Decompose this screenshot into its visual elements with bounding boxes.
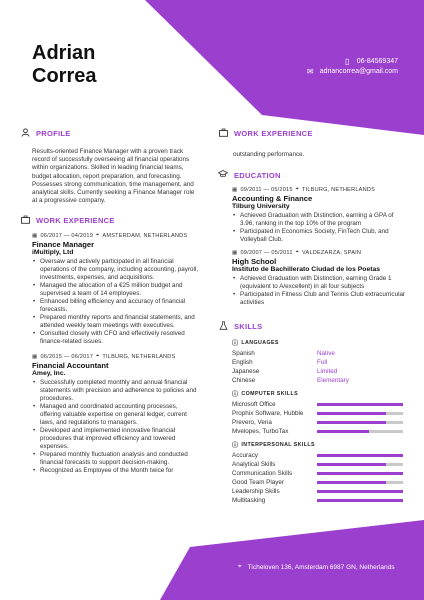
skill-level-fill	[317, 463, 386, 466]
language-level: Limited	[317, 368, 338, 375]
profile-text: Results-oriented Finance Manager with a proven track record of successfully overseeing all financial operations within organizations. Skilled in leading financial teams, budget allocation, report preparation, and forecasting. Possesses strong communication, time management, and analytical skills. Currently seeking a Finance Manager role at a progressive company.	[32, 148, 195, 205]
language-level: Elementary	[317, 377, 349, 384]
skill-level-bar	[317, 499, 403, 502]
languages-title: LANGUAGES	[241, 339, 279, 346]
job-dates: 06/2017 — 04/2019	[40, 232, 94, 239]
footer-background-shape	[0, 520, 424, 600]
calendar-icon: ▦	[32, 232, 38, 239]
list-item: • Prepared monthly reports and financial statements, and attended weekly team meetings with executives.	[32, 314, 200, 330]
skill-level-fill	[317, 481, 386, 484]
skill-name: Communication Skills	[232, 470, 293, 477]
skill-level-bar	[317, 490, 403, 493]
calendar-icon: ▦	[232, 249, 238, 256]
skill-level-bar	[317, 472, 403, 475]
job-bullets	[32, 379, 200, 475]
education-title: EDUCATION	[234, 170, 281, 180]
skill-row	[232, 487, 408, 496]
job-title: Financial Accountant	[32, 361, 109, 371]
language-row	[232, 349, 408, 358]
skill-level-fill	[317, 472, 403, 475]
skill-name: Accuracy	[232, 452, 258, 459]
skill-name: Analytical Skills	[232, 461, 276, 468]
email-text[interactable]: adriancorrea@gmail.com	[319, 68, 398, 75]
skill-row	[232, 460, 408, 469]
job-dates: 06/2015 — 06/2017	[40, 353, 94, 360]
location-pin-icon: ⌖	[96, 353, 100, 360]
education-title-text: High School	[232, 257, 277, 266]
skill-name: Leadership Skills	[232, 488, 280, 495]
skill-name: Prevero, Vena	[232, 419, 272, 426]
skill-level-fill	[317, 412, 386, 415]
location-pin-icon: ⌖	[295, 186, 299, 192]
skill-row	[232, 400, 408, 409]
calendar-icon: ▦	[232, 186, 238, 193]
info-icon: ⓘ	[232, 392, 239, 398]
list-item: • Prepared monthly fluctuation analysis and conducted financial forecasts to support decision-making.	[32, 451, 200, 467]
skill-level-fill	[317, 490, 403, 493]
work-title: WORK EXPERIENCE	[36, 216, 115, 226]
skill-level-bar	[317, 454, 403, 457]
list-item: • Achieved Graduation with Distinction, earning Grade 1 (equivalent to A/excellent) in all four subjects	[232, 275, 408, 291]
list-item: • Participated in Fitness Club and Tennis Club extracurricular activities	[232, 291, 408, 307]
work-continued-heading	[218, 128, 408, 139]
list-item: • Achieved Graduation with Distinction, earning a GPA of 3.96, ranking in the top 10% of the program	[232, 212, 408, 228]
skill-row	[232, 409, 408, 418]
education-title-text: Accounting & Finance	[232, 194, 313, 203]
skill-row	[232, 469, 408, 478]
work-continued-text: outstanding performance.	[233, 151, 305, 158]
person-icon	[20, 128, 30, 139]
work-heading	[20, 215, 200, 226]
list-item: • Consulted closely with CFO and effectively resolved finance-related issues.	[32, 330, 200, 346]
job-meta	[32, 353, 200, 360]
list-item: • Participated in Economics Society, FinTech Club, and Volleyball Club.	[232, 228, 408, 244]
skill-level-bar	[317, 412, 403, 415]
language-name: Japanese	[232, 368, 260, 375]
phone-text: 06-84569347	[356, 58, 398, 65]
list-item: • Managed the allocation of a €25 million budget and supervised a team of 14 employees.	[32, 282, 200, 298]
education-dates: 09/2011 — 05/2015	[240, 186, 293, 193]
language-row	[232, 358, 408, 367]
calendar-icon: ▦	[32, 353, 38, 360]
education-entry	[232, 249, 408, 307]
skill-level-bar	[317, 430, 403, 433]
skill-level-bar	[317, 463, 403, 466]
language-row	[232, 376, 408, 385]
language-name: Chinese	[232, 377, 256, 384]
footer-address	[238, 563, 394, 571]
list-item: • Developed and implemented innovative financial procedures that improved efficiency and lowered expenses.	[32, 427, 200, 451]
job-org: Amey, Inc.	[32, 370, 66, 378]
skill-level-bar	[317, 421, 403, 424]
skill-row	[232, 418, 408, 427]
language-name: English	[232, 359, 253, 366]
job-org: iMultiply, Ltd	[32, 249, 74, 257]
job-location: AMSTERDAM, NETHERLANDS	[102, 232, 188, 239]
profile-heading	[20, 128, 200, 139]
job-entry	[32, 232, 200, 346]
skill-row	[232, 478, 408, 487]
left-column	[20, 128, 200, 475]
list-item: • Recognized as Employee of the Month twice for	[32, 467, 200, 475]
education-bullets	[232, 275, 408, 307]
list-item: • Enhanced billing efficiency and accuracy of financial forecasts.	[32, 298, 200, 314]
skill-level-bar	[317, 403, 403, 406]
skill-row	[232, 496, 408, 505]
education-meta	[232, 249, 408, 256]
computer-skills-heading	[232, 389, 408, 398]
language-row	[232, 367, 408, 376]
education-entry	[232, 186, 408, 244]
skills-title: SKILLS	[234, 322, 263, 331]
skills-heading	[218, 321, 408, 332]
education-location: VALDEZARZA, SPAIN	[302, 249, 362, 256]
list-item: • Oversaw and actively participated in all financial operations of the company, including accounting, payroll, investments, expenses, and acquisitions.	[32, 258, 200, 282]
last-name: Correa	[32, 65, 97, 87]
skill-name: Mvelopes, TurboTax	[232, 428, 289, 435]
education-location: TILBURG, NETHERLANDS	[302, 186, 376, 193]
location-pin-icon: ⌖	[96, 232, 100, 239]
work-continued-title: WORK EXPERIENCE	[234, 129, 313, 138]
right-column	[218, 128, 408, 505]
address-text: Ticheloven 136, Amsterdam 6987 GN, Netherlands	[247, 563, 395, 571]
education-heading	[218, 170, 408, 180]
skill-name: Prophix Software, Hubble	[232, 410, 304, 417]
education-meta	[232, 186, 408, 193]
skill-level-fill	[317, 421, 386, 424]
briefcase-icon	[20, 215, 30, 226]
education-dates: 09/2007 — 05/2011	[240, 249, 293, 256]
languages-heading	[232, 338, 408, 347]
computer-skills-title: COMPUTER SKILLS	[241, 390, 299, 397]
education-org: Tilburg University	[232, 203, 290, 210]
phone-icon: ▯	[345, 57, 350, 66]
graduation-cap-icon	[218, 170, 228, 180]
location-pin-icon: ⌖	[238, 563, 242, 570]
interpersonal-skills-heading	[232, 440, 408, 449]
job-location: TILBURG, NETHERLANDS	[102, 353, 176, 360]
skill-name: Microsoft Office	[232, 401, 276, 408]
interpersonal-skills-title: INTERPERSONAL SKILLS	[241, 441, 315, 448]
skill-level-fill	[317, 403, 403, 406]
contact-phone	[343, 57, 398, 66]
job-title: Finance Manager	[32, 240, 95, 250]
computer-skills-group	[232, 389, 408, 436]
info-icon: ⓘ	[232, 443, 239, 449]
location-pin-icon: ⌖	[295, 249, 299, 255]
job-bullets	[32, 258, 200, 346]
language-level: Native	[317, 350, 335, 357]
skill-name: Multitasking	[232, 497, 266, 504]
profile-title: PROFILE	[36, 129, 71, 138]
flask-icon	[218, 321, 228, 332]
language-level: Full	[317, 359, 328, 366]
skill-level-fill	[317, 499, 403, 502]
briefcase-icon	[218, 128, 228, 139]
contact-email	[306, 67, 398, 76]
job-meta	[32, 232, 200, 239]
education-bullets	[232, 212, 408, 244]
skill-level-fill	[317, 454, 403, 457]
list-item: • Managed and coordinated accounting processes, offering valuable expertise on general ledger, current laws, and regulations to managers.	[32, 403, 200, 427]
job-entry	[32, 353, 200, 475]
candidate-name	[32, 42, 96, 88]
skill-row	[232, 427, 408, 436]
education-org: Instituto de Bachillerato Ciudad de los Poetas	[232, 266, 381, 273]
skill-row	[232, 451, 408, 460]
list-item: • Successfully completed monthly and annual financial statements with precision and adherence to policies and procedures.	[32, 379, 200, 403]
languages-group	[232, 338, 408, 385]
skill-name: Good Team Player	[232, 479, 285, 486]
skill-level-bar	[317, 481, 403, 484]
first-name: Adrian	[32, 42, 96, 64]
info-icon: ⓘ	[232, 341, 239, 347]
interpersonal-skills-group	[232, 440, 408, 505]
envelope-icon: ✉	[306, 67, 314, 76]
skill-level-fill	[317, 430, 369, 433]
language-name: Spanish	[232, 350, 255, 357]
